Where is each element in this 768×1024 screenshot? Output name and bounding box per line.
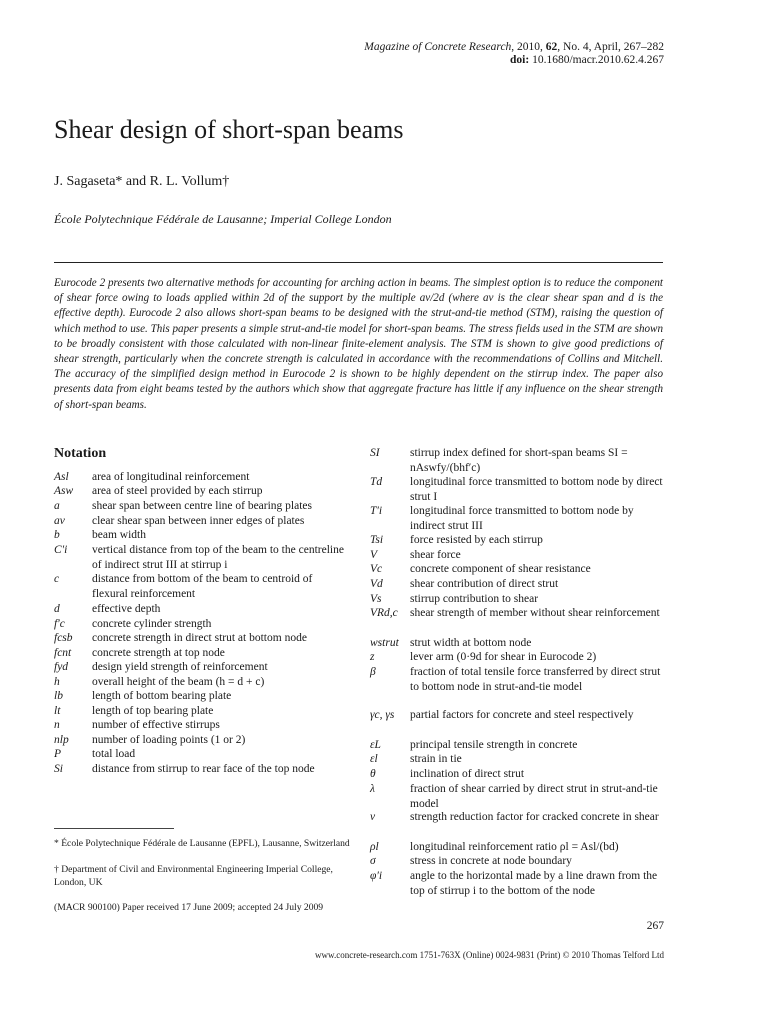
notation-definition: overall height of the beam (h = d + c)	[92, 676, 265, 688]
notation-entry	[370, 854, 665, 869]
notation-definition: angle to the horizontal made by a line drawn from the top of stirrup i to the bottom of the node	[410, 870, 658, 897]
notation-entry	[54, 602, 348, 617]
notation-entry	[54, 675, 348, 690]
notation-entry	[370, 810, 665, 839]
notation-definition: concrete strength in direct strut at bottom node	[92, 632, 307, 644]
notation-entry	[54, 646, 348, 661]
notation-entry	[54, 572, 348, 601]
notation-definition: beam width	[92, 529, 146, 541]
notation-entry	[370, 636, 665, 651]
notation-symbol: SI	[370, 447, 380, 459]
notation-entry	[370, 606, 665, 635]
citation-issue: , No. 4, April, 267–282	[557, 41, 664, 53]
notation-symbol: φ′i	[370, 870, 383, 882]
page-footer: www.concrete-research.com 1751-763X (Online) 0024-9831 (Print) © 2010 Thomas Telford Ltd	[315, 950, 664, 960]
notation-symbol: lt	[54, 705, 61, 717]
notation-definition: shear force	[410, 549, 461, 561]
title-divider	[54, 262, 663, 263]
notation-entry	[370, 782, 665, 811]
notation-entry	[54, 631, 348, 646]
notation-symbol: n	[54, 719, 60, 731]
notation-entry	[54, 747, 348, 762]
notation-definition: concrete strength at top node	[92, 647, 225, 659]
notation-symbol: Tsi	[370, 534, 384, 546]
notation-definition: design yield strength of reinforcement	[92, 661, 268, 673]
citation-year: , 2010,	[511, 41, 546, 53]
notation-definition: concrete cylinder strength	[92, 618, 212, 630]
received-note: (MACR 900100) Paper received 17 June 2009; accepted 24 July 2009	[54, 902, 324, 913]
notation-symbol: ρl	[370, 841, 379, 853]
notation-definition: effective depth	[92, 603, 161, 615]
notation-symbol: V	[370, 549, 378, 561]
notation-symbol: σ	[370, 855, 376, 867]
notation-entry	[54, 762, 348, 791]
doi-line	[510, 54, 664, 66]
notation-entry	[54, 689, 348, 704]
notation-entry	[370, 869, 665, 913]
notation-entry	[370, 504, 665, 533]
paper-title: Shear design of short-span beams	[54, 115, 404, 144]
notation-definition: fraction of total tensile force transferred by direct strut to bottom node in strut-and-tie model	[410, 666, 661, 693]
notation-symbol: VRd,c	[370, 607, 398, 619]
notation-symbol: Vc	[370, 563, 383, 575]
notation-entry	[370, 562, 665, 577]
notation-entry	[370, 533, 665, 548]
notation-symbol: nlp	[54, 734, 69, 746]
notation-symbol: av	[54, 515, 65, 527]
notation-entry	[370, 475, 665, 504]
notation-symbol: z	[370, 651, 375, 663]
notation-definition: lever arm (0·9d for shear in Eurocode 2)	[410, 651, 597, 663]
doi-link[interactable]: 10.1680/macr.2010.62.4.267	[532, 54, 664, 66]
notation-entry	[54, 528, 348, 543]
notation-definition: concrete component of shear resistance	[410, 563, 591, 575]
notation-entry	[370, 665, 665, 709]
notation-entry	[370, 548, 665, 563]
notation-heading: Notation	[54, 446, 107, 461]
page-number: 267	[646, 920, 664, 932]
notation-symbol: b	[54, 529, 60, 541]
notation-symbol: c	[54, 573, 60, 585]
notation-symbol: εl	[370, 753, 378, 765]
notation-definition: strength reduction factor for cracked concrete in shear	[410, 811, 659, 823]
notation-definition: stirrup contribution to shear	[410, 593, 539, 605]
notation-entry	[370, 577, 665, 592]
notation-entry	[370, 840, 665, 855]
notation-definition: principal tensile strength in concrete	[410, 739, 578, 751]
notation-definition: distance from bottom of the beam to centroid of flexural reinforcement	[92, 573, 313, 600]
notation-symbol: Asw	[54, 485, 74, 497]
notation-entry	[54, 704, 348, 719]
notation-definition: vertical distance from top of the beam to the centreline of indirect strut III at stirrup i	[92, 544, 344, 571]
notation-entry	[54, 499, 348, 514]
notation-definition: stirrup index defined for short-span beams SI = nAswfy/(bhf′c)	[410, 447, 628, 474]
notation-symbol: d	[54, 603, 60, 615]
notation-symbol: fcsb	[54, 632, 73, 644]
footnote-divider	[54, 828, 174, 829]
notation-entry	[370, 767, 665, 782]
notation-entry	[370, 446, 665, 475]
notation-symbol: λ	[370, 783, 375, 795]
notation-symbol: Si	[54, 763, 63, 775]
notation-symbol: T′i	[370, 505, 383, 517]
notation-definition: strain in tie	[410, 753, 462, 765]
notation-entry	[54, 514, 348, 529]
notation-entry	[54, 718, 348, 733]
notation-symbol: fyd	[54, 661, 69, 673]
notation-entry	[370, 650, 665, 665]
notation-definition: force resisted by each stirrup	[410, 534, 543, 546]
notation-symbol: C′i	[54, 544, 68, 556]
notation-symbol: ν	[370, 811, 376, 823]
notation-definition: number of loading points (1 or 2)	[92, 734, 246, 746]
notation-definition: total load	[92, 748, 136, 760]
notation-entry	[54, 543, 348, 572]
notation-definition: area of steel provided by each stirrup	[92, 485, 263, 497]
notation-entry	[370, 738, 665, 753]
notation-symbol: fcnt	[54, 647, 72, 659]
notation-definition: inclination of direct strut	[410, 768, 525, 780]
journal-citation	[364, 40, 664, 55]
notation-definition: longitudinal force transmitted to bottom node by indirect strut III	[410, 505, 634, 532]
journal-name: Magazine of Concrete Research	[364, 41, 512, 53]
notation-definition: shear contribution of direct strut	[410, 578, 559, 590]
notation-symbol: h	[54, 676, 60, 688]
notation-definition: shear span between centre line of bearing plates	[92, 500, 312, 512]
notation-symbol: θ	[370, 768, 376, 780]
notation-entry	[370, 708, 665, 737]
notation-definition: longitudinal force transmitted to bottom node by direct strut I	[410, 476, 663, 503]
notation-symbol: P	[54, 748, 62, 760]
notation-definition: longitudinal reinforcement ratio ρl = Asl/(bd)	[410, 841, 619, 853]
notation-definition: length of bottom bearing plate	[92, 690, 232, 702]
notation-symbol: Td	[370, 476, 383, 488]
notation-definition: fraction of shear carried by direct strut in strut-and-tie model	[410, 783, 658, 810]
paper-affiliation: École Polytechnique Fédérale de Lausanne; Imperial College London	[54, 212, 392, 226]
notation-definition: shear strength of member without shear reinforcement	[410, 607, 660, 619]
notation-definition: stress in concrete at node boundary	[410, 855, 572, 867]
paper-authors: J. Sagaseta* and R. L. Vollum†	[54, 174, 230, 189]
footnote-imperial: † Department of Civil and Environmental Engineering Imperial College, London, UK	[54, 864, 333, 888]
notation-definition: length of top bearing plate	[92, 705, 214, 717]
notation-definition: partial factors for concrete and steel respectively	[410, 709, 634, 721]
notation-entry	[370, 752, 665, 767]
notation-symbol: f′c	[54, 618, 65, 630]
notation-symbol: εL	[370, 739, 381, 751]
notation-symbol: γc, γs	[370, 709, 395, 721]
notation-definition: clear shear span between inner edges of plates	[92, 515, 305, 527]
notation-entry	[54, 617, 348, 632]
citation-volume: 62	[545, 41, 558, 53]
notation-symbol: Vd	[370, 578, 383, 590]
notation-definition: distance from stirrup to rear face of the top node	[92, 763, 315, 775]
notation-entry	[54, 733, 348, 748]
doi-label: doi:	[510, 54, 530, 66]
notation-entry	[54, 660, 348, 675]
notation-symbol: β	[370, 666, 376, 678]
notation-symbol: lb	[54, 690, 63, 702]
notation-symbol: Vs	[370, 593, 382, 605]
notation-symbol: wstrut	[370, 637, 399, 649]
notation-entry	[54, 484, 348, 499]
notation-definition: area of longitudinal reinforcement	[92, 471, 250, 483]
notation-entry	[54, 470, 348, 485]
notation-entry	[370, 592, 665, 607]
notation-symbol: a	[54, 500, 60, 512]
footnote-epfl: * École Polytechnique Fédérale de Lausanne (EPFL), Lausanne, Switzerland	[54, 838, 350, 849]
notation-definition: number of effective stirrups	[92, 719, 220, 731]
notation-definition: strut width at bottom node	[410, 637, 532, 649]
abstract-text: Eurocode 2 presents two alternative methods for accounting for arching action in beams. The simplest option is to reduce the component of shear force owing to loads applied within 2d of the support by the multiple av/2d (where av is the clear shear span and d is the effective depth). Eurocode 2 also allows short-span beams to be designed with the strut-and-tie method (STM), raising the question of which method to use. This paper presents a simple strut-and-tie model for short-span beams. The stress fields used in the STM are shown to be broadly consistent with those calculated with non-linear finite-element analysis. The STM is shown to give good predictions of shear strength, particularly when the concrete strength is calculated in accordance with the recommendations of Collins and Mitchell. The accuracy of the simplified design method in Eurocode 2 is shown to be highly dependent on the stirrup index. The paper also presents data from eight beams tested by the authors which show that aggregate fracture has little if any influence on the shear strength of short-span beams.	[54, 277, 663, 411]
notation-symbol: Asl	[54, 471, 69, 483]
